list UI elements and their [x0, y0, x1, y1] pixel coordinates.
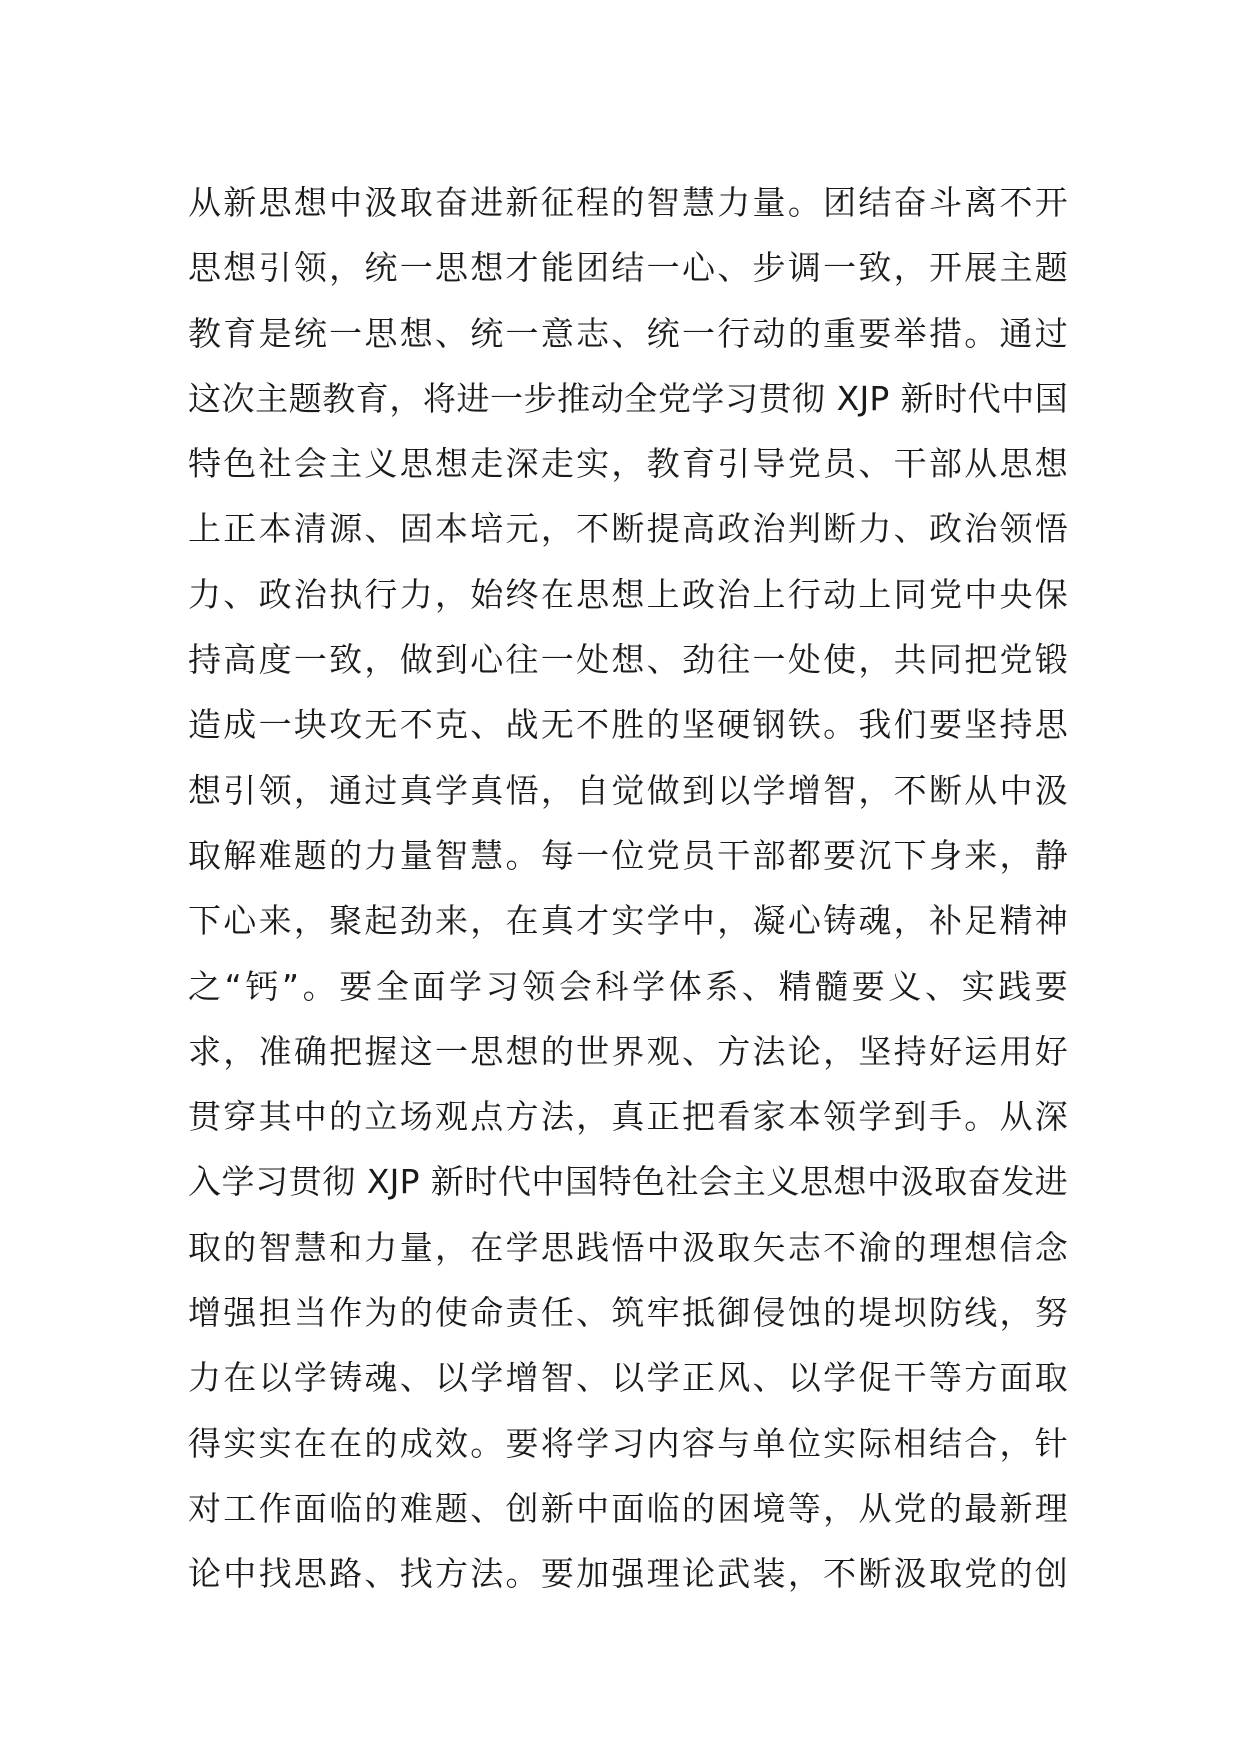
- text-line: 论中找思路、找方法。要加强理论武装，不断汲取党的创: [188, 1554, 1068, 1594]
- text-line: 特色社会主义思想走深走实，教育引导党员、干部从思想: [188, 444, 1068, 484]
- text-line: 思想引领，统一思想才能团结一心、步调一致，开展主题: [188, 248, 1068, 288]
- text-line: 之“钙”。要全面学习领会科学体系、精髓要义、实践要: [188, 966, 1068, 1006]
- text-line: 从新思想中汲取奋进新征程的智慧力量。团结奋斗离不开: [188, 183, 1068, 222]
- text-line: 求，准确把握这一思想的世界观、方法论，坚持好运用好: [188, 1031, 1068, 1071]
- text-line: 取解难题的力量智慧。每一位党员干部都要沉下身来，静: [188, 835, 1068, 875]
- text-line: 下心来，聚起劲来，在真才实学中，凝心铸魂，补足精神: [188, 901, 1068, 941]
- text-line: 力在以学铸魂、以学增智、以学正风、以学促干等方面取: [188, 1358, 1068, 1398]
- text-line: 得实实在在的成效。要将学习内容与单位实际相结合，针: [188, 1423, 1068, 1463]
- text-line: 力、政治执行力，始终在思想上政治上行动上同党中央保: [188, 574, 1068, 614]
- text-line: 对工作面临的难题、创新中面临的困境等，从党的最新理: [188, 1488, 1068, 1528]
- text-line: 入学习贯彻 XJP 新时代中国特色社会主义思想中汲取奋发进: [188, 1162, 1068, 1202]
- text-line: 造成一块攻无不克、战无不胜的坚硬钢铁。我们要坚持思: [188, 705, 1068, 745]
- text-line: 取的智慧和力量，在学思践悟中汲取矢志不渝的理想信念: [188, 1227, 1068, 1267]
- text-line: 增强担当作为的使命责任、筑牢抵御侵蚀的堤坝防线，努: [188, 1293, 1068, 1333]
- text-line: 这次主题教育，将进一步推动全党学习贯彻 XJP 新时代中国: [188, 378, 1068, 418]
- text-line: 想引领，通过真学真悟，自觉做到以学增智，不断从中汲: [188, 770, 1068, 810]
- text-line: 贯穿其中的立场观点方法，真正把看家本领学到手。从深: [188, 1097, 1068, 1137]
- body-paragraph: [188, 170, 1068, 1607]
- text-line: 持高度一致，做到心往一处想、劲往一处使，共同把党锻: [188, 640, 1068, 680]
- text-line: 教育是统一思想、统一意志、统一行动的重要举措。通过: [188, 313, 1068, 353]
- text-line: 上正本清源、固本培元，不断提高政治判断力、政治领悟: [188, 509, 1068, 549]
